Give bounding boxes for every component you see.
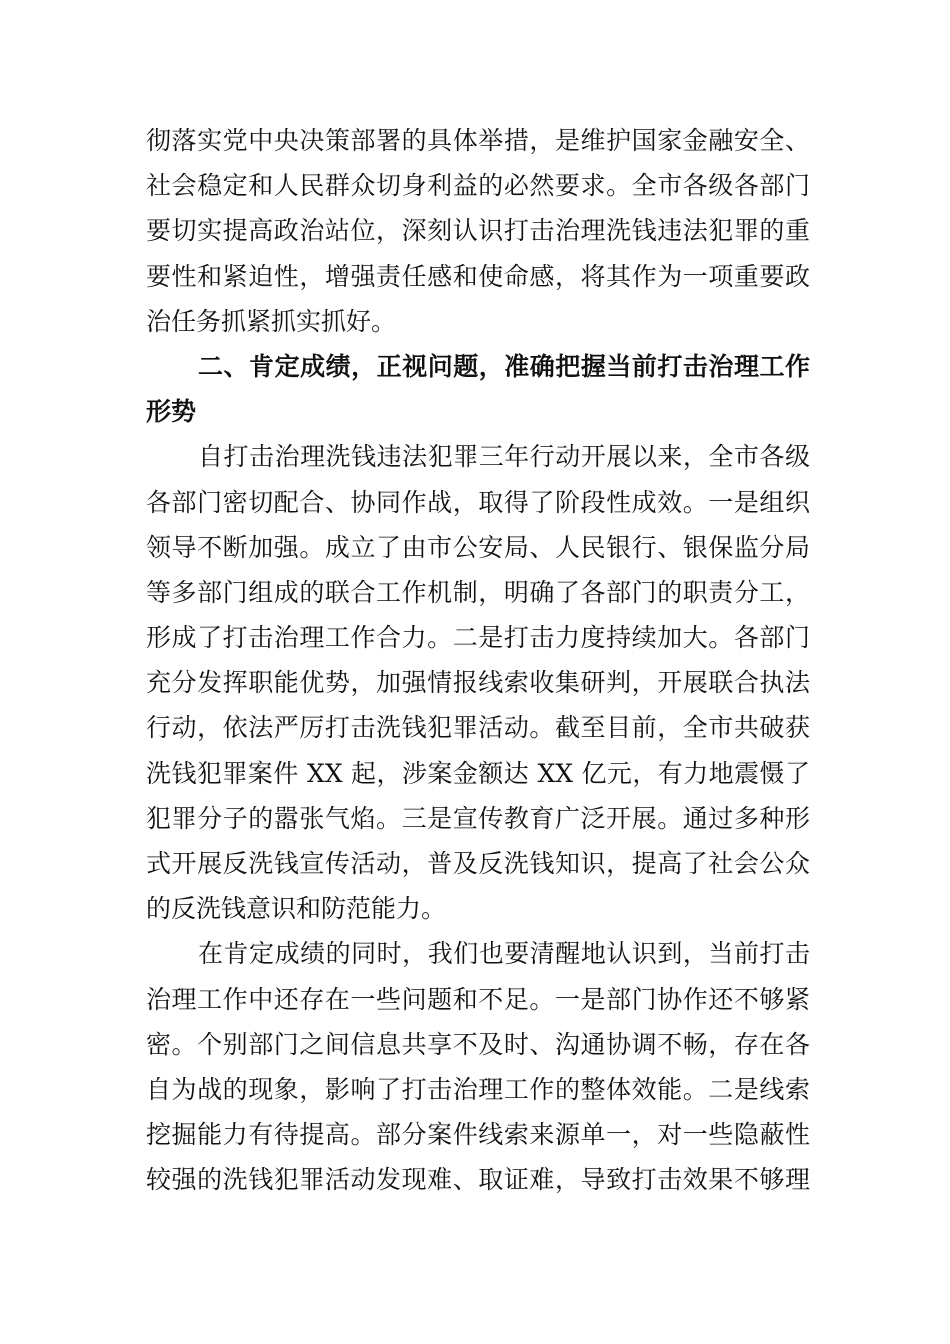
- document-body: [146, 118, 810, 1203]
- paragraph-line: 在肯定成绩的同时，我们也要清醒地认识到，当前打击: [198, 939, 810, 969]
- paragraph-1: [146, 118, 810, 344]
- paragraph-line: 自为战的现象，影响了打击治理工作的整体效能。二是线索: [146, 1074, 810, 1104]
- paragraph-line: 社会稳定和人民群众切身利益的必然要求。全市各级各部门: [146, 171, 810, 201]
- paragraph-line: 行动，依法严厉打击洗钱犯罪活动。截至目前，全市共破获: [146, 713, 810, 743]
- paragraph-line: 较强的洗钱犯罪活动发现难、取证难，导致打击效果不够理: [146, 1165, 810, 1195]
- paragraph-line: 形成了打击治理工作合力。二是打击力度持续加大。各部门: [146, 623, 810, 653]
- paragraph-line: 治理工作中还存在一些问题和不足。一是部门协作还不够紧: [146, 984, 810, 1014]
- section-heading: [146, 344, 810, 434]
- paragraph-line: 要性和紧迫性，增强责任感和使命感，将其作为一项重要政: [146, 261, 810, 291]
- paragraph-line: 彻落实党中央决策部署的具体举措，是维护国家金融安全、: [146, 126, 810, 155]
- paragraph-line: 的反洗钱意识和防范能力。: [146, 894, 447, 924]
- paragraph-line: 式开展反洗钱宣传活动，普及反洗钱知识，提高了社会公众: [146, 849, 810, 878]
- paragraph-line: 领导不断加强。成立了由市公安局、人民银行、银保监分局: [146, 532, 810, 562]
- paragraph-3: [146, 931, 810, 1202]
- paragraph-line: 洗钱犯罪案件 XX 起，涉案金额达 XX 亿元，有力地震慑了: [146, 758, 810, 788]
- paragraph-line: 密。个别部门之间信息共享不及时、沟通协调不畅，存在各: [146, 1029, 810, 1059]
- paragraph-line: 治任务抓紧抓实抓好。: [146, 306, 397, 336]
- paragraph-2: [146, 434, 810, 931]
- paragraph-line: 自打击治理洗钱违法犯罪三年行动开展以来，全市各级: [198, 442, 810, 472]
- paragraph-line: 犯罪分子的嚣张气焰。三是宣传教育广泛开展。通过多种形: [146, 803, 810, 833]
- paragraph-line: 挖掘能力有待提高。部分案件线索来源单一，对一些隐蔽性: [146, 1120, 810, 1150]
- heading-line: 形势: [146, 397, 197, 427]
- paragraph-line: 要切实提高政治站位，深刻认识打击治理洗钱违法犯罪的重: [146, 216, 810, 246]
- paragraph-line: 充分发挥职能优势，加强情报线索收集研判，开展联合执法: [146, 668, 810, 698]
- paragraph-line: 各部门密切配合、协同作战，取得了阶段性成效。一是组织: [146, 487, 810, 517]
- paragraph-line: 等多部门组成的联合工作机制，明确了各部门的职责分工，: [146, 577, 810, 607]
- heading-line: 二、肯定成绩，正视问题，准确把握当前打击治理工作: [198, 351, 810, 381]
